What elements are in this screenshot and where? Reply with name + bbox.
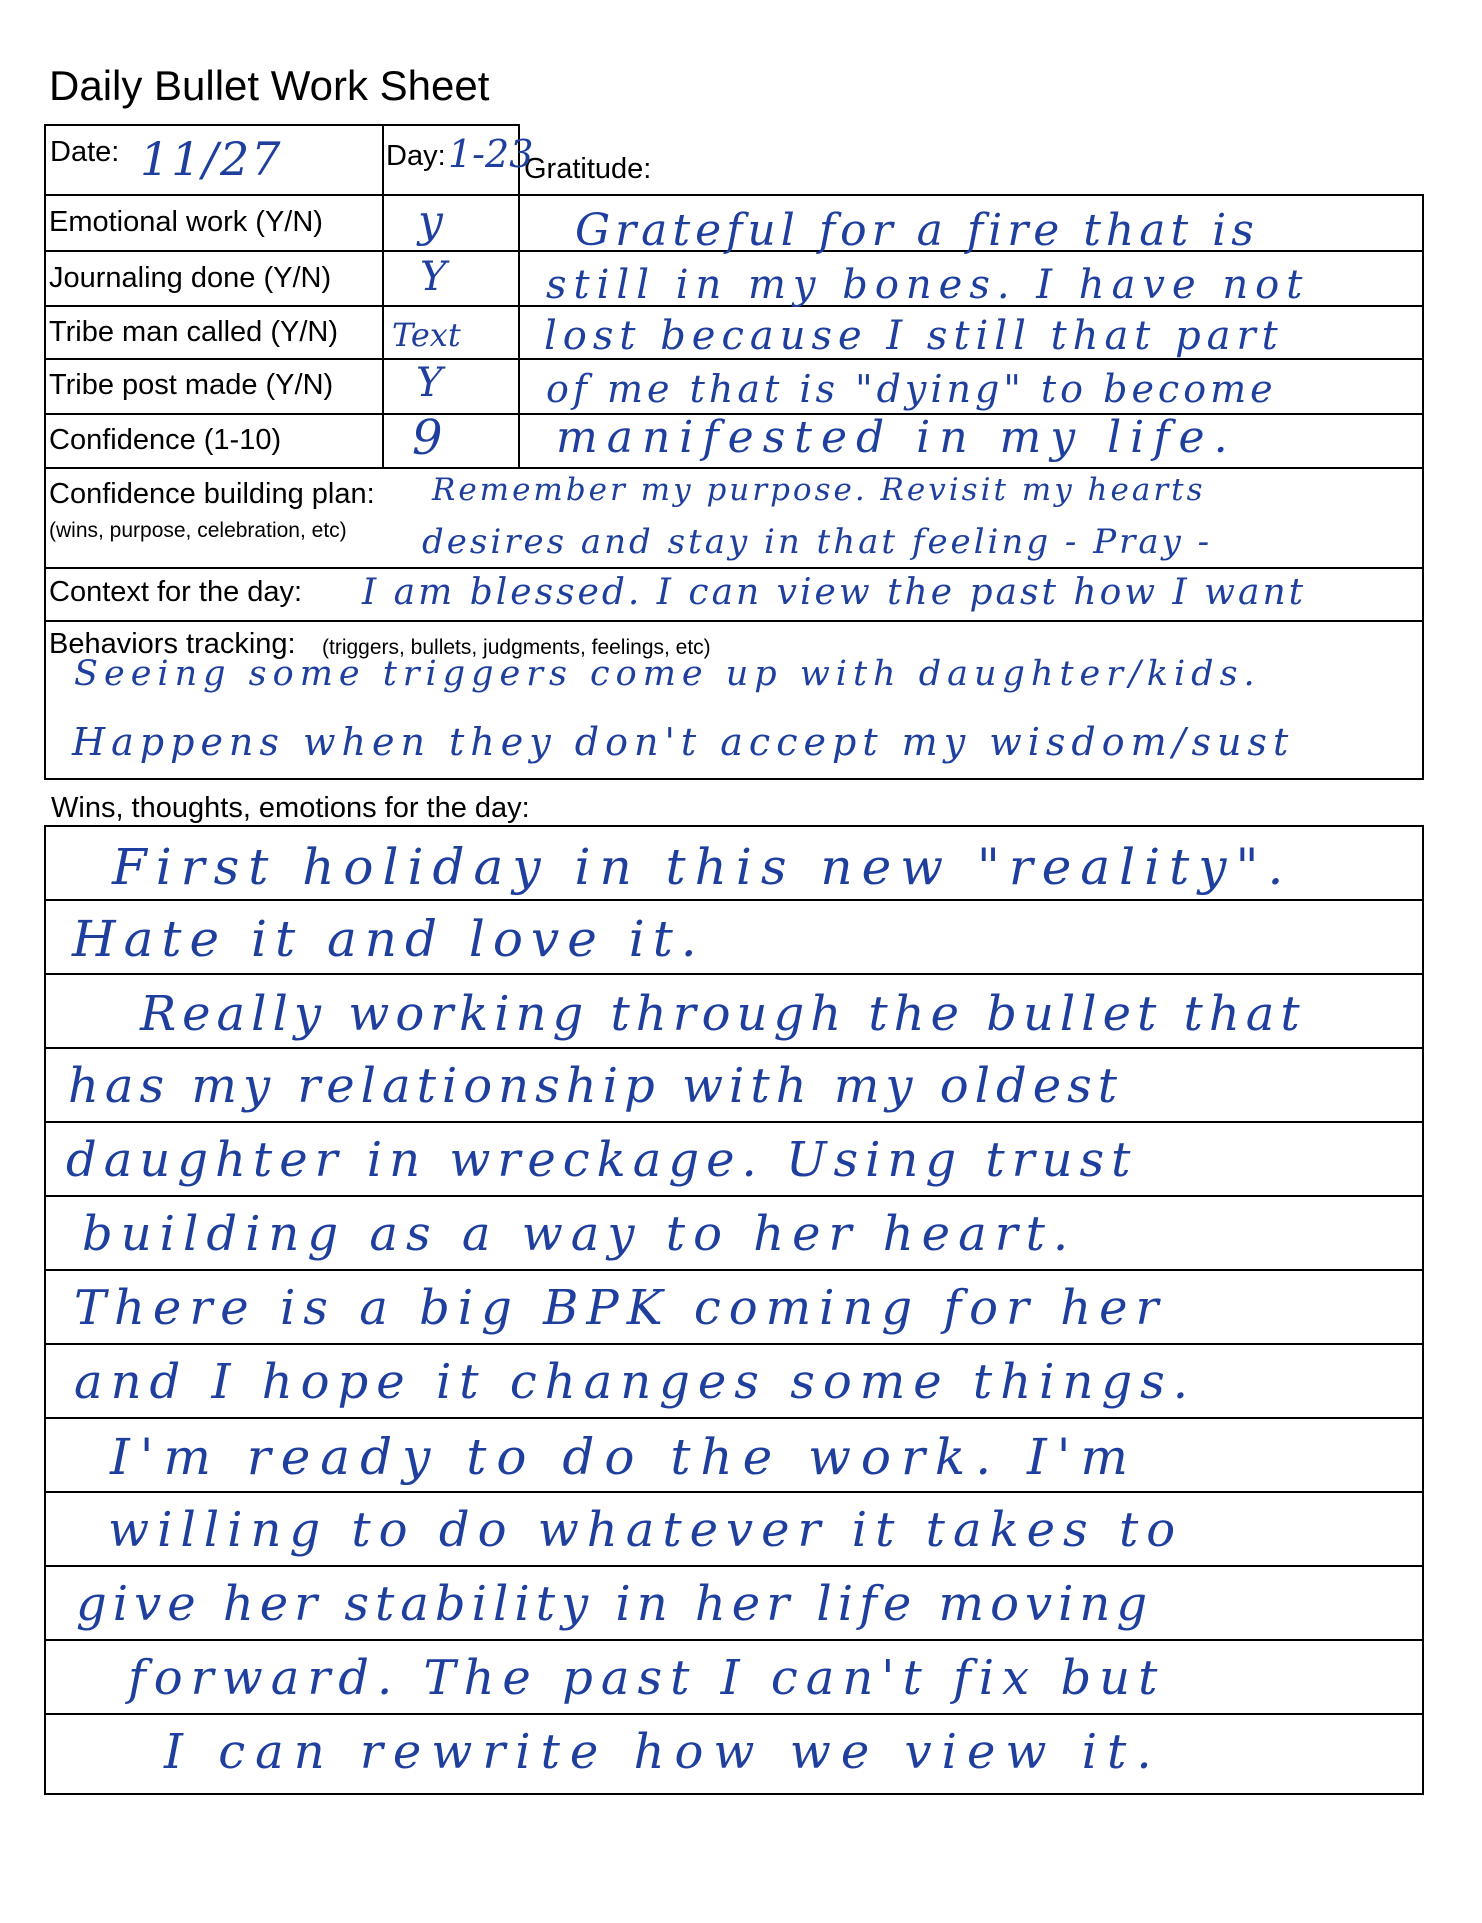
gratitude-line: manifested in my life. bbox=[556, 412, 1237, 463]
wins-line: Really working through the bullet that bbox=[140, 986, 1306, 1042]
wins-left-border bbox=[44, 825, 46, 1795]
emotional-work-value: y bbox=[418, 196, 445, 247]
journaling-label: Journaling done (Y/N) bbox=[49, 262, 332, 294]
column-divider bbox=[382, 124, 384, 467]
wins-line: I'm ready to do the work. I'm bbox=[110, 1428, 1138, 1486]
wins-row-line bbox=[44, 1047, 1424, 1049]
confidence-value: 9 bbox=[412, 410, 445, 466]
wins-row-line bbox=[44, 1269, 1424, 1271]
gratitude-line: lost because I still that part bbox=[544, 313, 1284, 359]
table-top-border bbox=[44, 124, 519, 126]
wins-row-line bbox=[44, 1417, 1424, 1419]
wins-row-line bbox=[44, 899, 1424, 901]
tribe-called-value: Text bbox=[392, 316, 461, 354]
row-divider bbox=[44, 467, 1424, 469]
wins-row-line bbox=[44, 1121, 1424, 1123]
wins-line: and I hope it changes some things. bbox=[74, 1354, 1196, 1410]
wins-line: willing to do whatever it takes to bbox=[108, 1502, 1184, 1558]
day-label: Day: bbox=[386, 140, 446, 172]
wins-line: give her stability in her life moving bbox=[76, 1576, 1154, 1632]
wins-row-line bbox=[44, 1195, 1424, 1197]
behaviors-line: Happens when they don't accept my wisdom/sust bbox=[72, 720, 1295, 764]
wins-label: Wins, thoughts, emotions for the day: bbox=[51, 792, 530, 824]
confidence-plan-line: desires and stay in that feeling - Pray - bbox=[422, 522, 1213, 562]
date-value: 11/27 bbox=[140, 132, 283, 186]
confidence-plan-hint: (wins, purpose, celebration, etc) bbox=[49, 519, 347, 542]
wins-row-line bbox=[44, 1565, 1424, 1567]
confidence-plan-label: Confidence building plan: bbox=[49, 478, 375, 510]
journaling-value: Y bbox=[420, 254, 449, 300]
wins-line: I can rewrite how we view it. bbox=[164, 1724, 1162, 1780]
gratitude-line: of me that is "dying" to become bbox=[546, 367, 1277, 411]
wins-row-line bbox=[44, 1491, 1424, 1493]
behaviors-hint: (triggers, bullets, judgments, feelings, etc) bbox=[322, 636, 711, 659]
behaviors-label: Behaviors tracking: bbox=[49, 628, 296, 660]
confidence-plan-line: Remember my purpose. Revisit my hearts bbox=[432, 472, 1206, 508]
wins-row-line bbox=[44, 1343, 1424, 1345]
wins-line: There is a big BPK coming for her bbox=[74, 1280, 1167, 1336]
wins-row-line bbox=[44, 973, 1424, 975]
context-value: I am blessed. I can view the past how I want bbox=[362, 572, 1307, 613]
tribe-post-label: Tribe post made (Y/N) bbox=[49, 369, 334, 401]
wins-row-line bbox=[44, 825, 1424, 827]
behaviors-line: Seeing some triggers come up with daughter/kids. bbox=[74, 654, 1261, 694]
wins-line: Hate it and love it. bbox=[72, 910, 705, 968]
gratitude-line: Grateful for a fire that is bbox=[575, 205, 1259, 256]
table-right-border bbox=[1422, 194, 1424, 780]
row-divider bbox=[44, 194, 1424, 196]
context-label: Context for the day: bbox=[49, 576, 303, 608]
gratitude-label: Gratitude: bbox=[524, 153, 652, 185]
emotional-work-label: Emotional work (Y/N) bbox=[49, 206, 323, 238]
row-divider bbox=[44, 778, 1424, 780]
tribe-post-value: Y bbox=[416, 360, 445, 406]
page-title: Daily Bullet Work Sheet bbox=[49, 62, 490, 109]
wins-line: daughter in wreckage. Using trust bbox=[66, 1132, 1138, 1188]
tribe-called-label: Tribe man called (Y/N) bbox=[49, 316, 339, 348]
table-left-border bbox=[44, 124, 46, 780]
row-divider bbox=[44, 567, 1424, 569]
wins-right-border bbox=[1422, 825, 1424, 1795]
wins-line: building as a way to her heart. bbox=[82, 1206, 1077, 1262]
confidence-label: Confidence (1-10) bbox=[49, 424, 282, 456]
wins-row-line bbox=[44, 1793, 1424, 1795]
wins-line: has my relationship with my oldest bbox=[68, 1058, 1124, 1114]
wins-row-line bbox=[44, 1713, 1424, 1715]
row-divider bbox=[44, 620, 1424, 622]
date-label: Date: bbox=[50, 136, 120, 168]
day-value: 1-23 bbox=[448, 132, 534, 176]
gratitude-line: still in my bones. I have not bbox=[546, 262, 1310, 308]
wins-line: First holiday in this new "reality". bbox=[112, 838, 1293, 896]
wins-line: forward. The past I can't fix but bbox=[128, 1650, 1166, 1706]
wins-row-line bbox=[44, 1639, 1424, 1641]
